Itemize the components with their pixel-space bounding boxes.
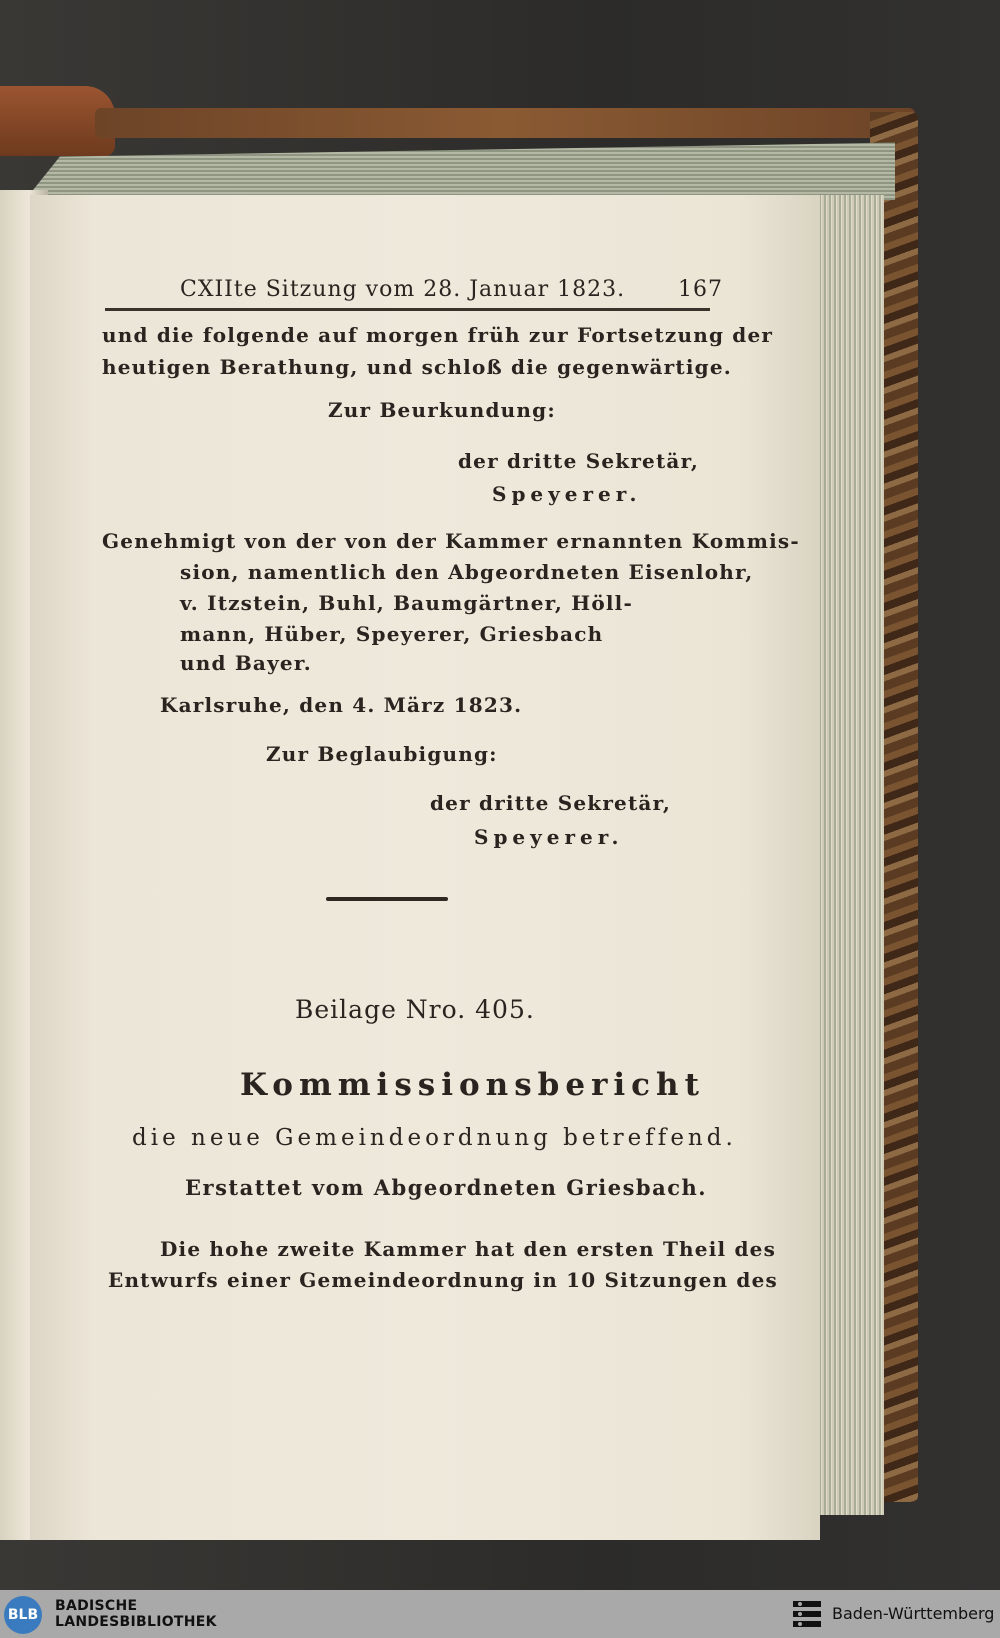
book-cover-top xyxy=(95,108,915,138)
document-subtitle: die neue Gemeindeordnung betreffend. xyxy=(132,1125,737,1151)
library-name-line2: LANDESBIBLIOTHEK xyxy=(55,1614,217,1630)
state-crest-icon xyxy=(790,1598,824,1632)
page-edges-top xyxy=(25,130,895,200)
section-divider xyxy=(326,897,448,901)
text-line: Zur Beurkundung: xyxy=(328,398,556,422)
library-name xyxy=(55,1598,217,1630)
text-line: v. Itzstein, Buhl, Baumgärtner, Höll- xyxy=(180,591,633,615)
text-line: heutigen Berathung, und schloß die gegenwärtige. xyxy=(102,355,732,379)
date-line: Karlsruhe, den 4. März 1823. xyxy=(160,693,523,717)
library-name-line1: BADISCHE xyxy=(55,1598,138,1614)
text-line: der dritte Sekretär, xyxy=(458,449,700,473)
appendix-heading: Beilage Nro. 405. xyxy=(295,995,535,1024)
footer-bar xyxy=(0,1590,1000,1638)
text-line: und Bayer. xyxy=(180,651,312,675)
blb-logo: BLB xyxy=(4,1596,42,1634)
text-line: Genehmigt von der von der Kammer ernannten Kommis- xyxy=(102,529,800,553)
paragraph-line: Entwurfs einer Gemeindeordnung in 10 Sitzungen des xyxy=(108,1268,778,1292)
signature-name: Speyerer. xyxy=(492,482,642,506)
page-number: 167 xyxy=(678,277,723,302)
header-rule xyxy=(105,308,710,311)
text-line: und die folgende auf morgen früh zur Fortsetzung der xyxy=(102,323,774,347)
text-line: mann, Hüber, Speyerer, Griesbach xyxy=(180,622,604,646)
running-head: CXIIte Sitzung vom 28. Januar 1823. xyxy=(180,277,626,302)
signature-name: Speyerer. xyxy=(474,825,624,849)
paragraph-line: Die hohe zweite Kammer hat den ersten Theil des xyxy=(160,1237,777,1261)
document-title: Kommissionsbericht xyxy=(240,1067,705,1103)
page-edges-right xyxy=(812,195,884,1515)
text-line: der dritte Sekretär, xyxy=(430,791,672,815)
state-name: Baden-Württemberg xyxy=(832,1604,995,1623)
book-page xyxy=(30,195,820,1540)
text-line: sion, namentlich den Abgeordneten Eisenlohr, xyxy=(180,560,754,584)
text-line: Zur Beglaubigung: xyxy=(266,742,498,766)
document-byline: Erstattet vom Abgeordneten Griesbach. xyxy=(185,1175,708,1200)
